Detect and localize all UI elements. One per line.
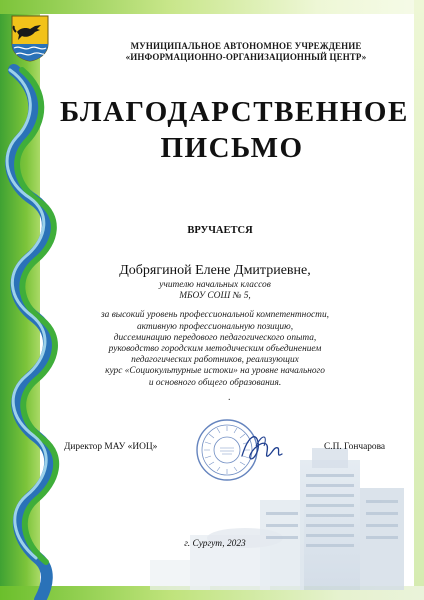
signer-name: С.П. Гончарова	[324, 442, 386, 452]
reason-line: активную профессиональную позицию,	[136, 321, 294, 332]
reason-line: за высокий уровень профессиональной компетентности,	[101, 310, 329, 321]
decorative-ribbon	[0, 0, 70, 600]
reason-line: диссеминацию передового педагогического опыта,	[113, 332, 317, 343]
frame-right-border	[414, 0, 424, 600]
recipient-name: Добрягиной Елене Дмитриевне,	[119, 263, 311, 278]
director-label: Директор МАУ «ИОЦ»	[64, 442, 158, 452]
document-title	[60, 94, 409, 166]
coat-of-arms-icon	[10, 14, 50, 62]
recipient-position: учителю начальных классов	[159, 280, 271, 290]
reason-line: и основного общего образования.	[148, 377, 282, 388]
signature-icon	[238, 428, 286, 468]
organization-line-2: «ИНФОРМАЦИОННО-ОРГАНИЗАЦИОННЫЙ ЦЕНТР»	[125, 52, 367, 62]
city-and-year: г. Сургут, 2023	[184, 539, 246, 549]
title-line-2: ПИСЬМО	[160, 132, 304, 164]
organization-line-1: МУНИЦИПАЛЬНОЕ АВТОНОМНОЕ УЧРЕЖДЕНИЕ	[130, 41, 362, 51]
awarded-label: ВРУЧАЕТСЯ	[187, 225, 253, 236]
organization-header	[96, 41, 396, 63]
certificate-body	[70, 280, 360, 389]
reason-line: руководство городским методическим объединением	[108, 344, 322, 355]
reason-line: курс «Социокультурные истоки» на уровне начального	[105, 366, 325, 377]
small-mark: .	[228, 392, 231, 403]
recipient-school: МБОУ СОШ № 5,	[179, 291, 251, 302]
reason-line: педагогических работников, реализующих	[131, 355, 299, 366]
title-line-1: БЛАГОДАРСТВЕННОЕ	[60, 96, 409, 128]
